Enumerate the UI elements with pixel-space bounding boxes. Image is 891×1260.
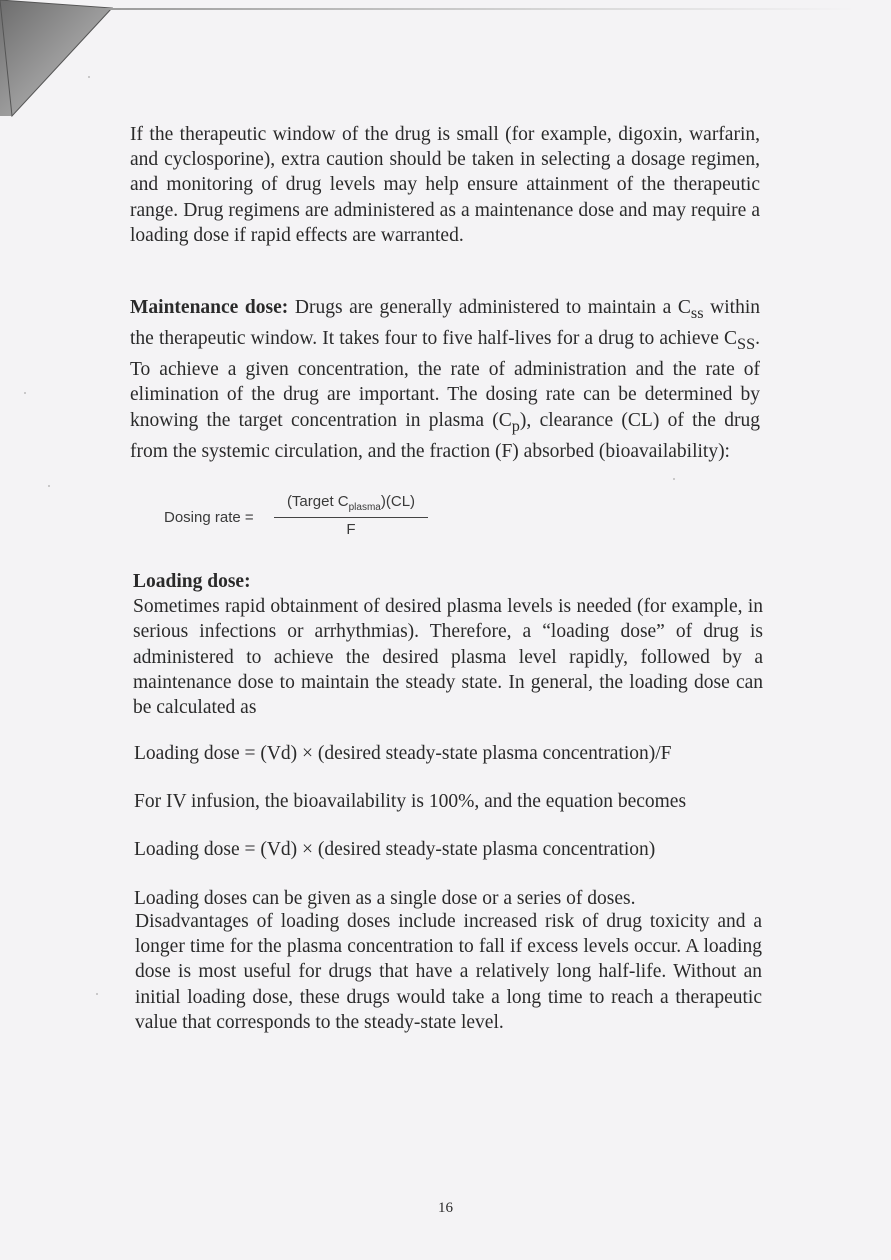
numerator-subscript: plasma (348, 502, 381, 513)
heading-loading-dose: Loading dose: (133, 571, 251, 592)
maintenance-text-b: within the therapeutic window. It takes four to five half-lives for a drug to achieve C (130, 297, 761, 350)
scan-speck (48, 485, 50, 487)
section-maintenance-dose (130, 295, 760, 464)
loading-dose-equation-2: Loading dose = (Vd) × (desired steady-state plasma concentration) (134, 839, 656, 860)
formula-fraction (274, 493, 428, 538)
maintenance-text-a: Drugs are generally administered to maintain a C (288, 297, 691, 318)
maintenance-text-d: ), clearance (CL) of the drug from the systemic circulation, and the fraction (F) absorbed (bioavailability): (130, 409, 760, 462)
formula-lhs: Dosing rate = (164, 509, 254, 526)
section-loading-dose (133, 569, 763, 720)
page-number: 16 (438, 1200, 453, 1216)
scan-speck (88, 76, 90, 78)
paragraph-text: If the therapeutic window of the drug is small (for example, digoxin, warfarin, and cyclosporine), extra caution should be taken in selecting a dosage regimen, and monitoring of drug levels may help ensure attainment of the therapeutic range. Drug regimens are administered as a maintenance dose and may require a loading dose if rapid effects are warranted. (130, 124, 760, 246)
iv-infusion-note: For IV infusion, the bioavailability is 100%, and the equation becomes (134, 791, 687, 812)
paragraph-therapeutic-window (130, 122, 760, 248)
disadvantages-text: Disadvantages of loading doses include increased risk of drug toxicity and a longer time for the plasma concentration to fall if excess levels occur. A loading dose is most useful for drugs that have a relatively long half-life. Without an initial loading dose, these drugs would take a long time to reach a therapeutic value that corresponds to the steady-state level. (135, 911, 762, 1033)
scan-top-edge (95, 8, 855, 10)
heading-maintenance-dose: Maintenance dose: (130, 297, 289, 318)
loading-dose-series-note: Loading doses can be given as a single dose or a series of doses. (134, 888, 636, 909)
subscript-p: p (511, 416, 520, 435)
loading-dose-equation-1: Loading dose = (Vd) × (desired steady-state plasma concentration)/F (134, 743, 672, 764)
scan-speck (96, 993, 98, 995)
paragraph-disadvantages (135, 909, 762, 1035)
maintenance-text-c: . To achieve a given concentration, the rate of administration and the rate of elimination of the drug are important. The dosing rate can be determined by knowing the target concentration in plasma (C (130, 328, 760, 431)
numerator-part-a: (Target C (286, 493, 349, 510)
scan-corner-fold (0, 0, 120, 120)
numerator-part-b: )(CL) (380, 493, 416, 510)
scan-speck (673, 478, 675, 480)
scan-speck (24, 392, 26, 394)
loading-dose-text: Sometimes rapid obtainment of desired plasma levels is needed (for example, in serious infections or arrhythmias). Therefore, a “loading dose” of drug is administered to achieve the desired plasma level rapidly, followed by a maintenance dose to maintain the steady state. In general, the loading dose can be calculated as (133, 596, 763, 719)
formula-denominator: F (346, 521, 356, 538)
subscript-SS: SS (737, 334, 756, 353)
subscript-ss: ss (690, 303, 704, 322)
formula-numerator (274, 493, 428, 518)
